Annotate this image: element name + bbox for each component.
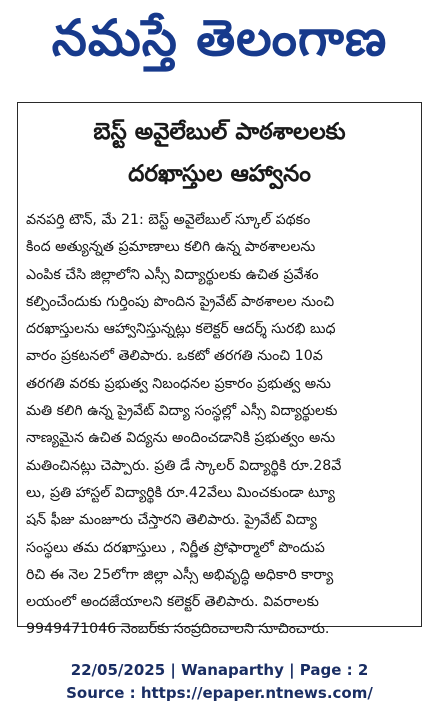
article-body — [26, 207, 415, 644]
article-line: దరఖాస్తులను ఆహ్వానిస్తున్నట్లు కలెక్టర్ ఆదర్శ్ సురభి బుధ — [26, 321, 336, 338]
footer-source-link[interactable]: Source : https://epaper.ntnews.com/ — [66, 684, 373, 702]
article-line: తరగతి వరకు ప్రభుత్వ నిబంధనల ప్రకారం ప్రభుత్వ అను — [26, 375, 331, 392]
article-line: వారం ప్రకటనలో తెలిపారు. ఒకటో తరగతి నుంచి 10వ — [26, 348, 323, 365]
article-line: మతి కలిగి ఉన్న ప్రైవేట్ విద్యా సంస్థల్లో ఎస్సీ విద్యార్థులకు — [26, 403, 338, 420]
headline-line-2: దరఖాస్తుల ఆహ్వానం — [128, 161, 311, 187]
article-line: సంస్థలు తమ దరఖాస్తులు , నిర్ణీత ప్రోఫార్మాలో పొందుప — [26, 539, 325, 556]
article-line: షన్ ఫీజు మంజూరు చేస్తారని తెలిపారు. ప్రైవేట్ విద్యా — [26, 512, 318, 529]
article-line: నాణ్యమైన ఉచిత విద్యను అందించడానికి ప్రభుత్వం అను — [26, 430, 336, 447]
article-line: ఎంపిక చేసి జిల్లాలోని ఎస్సీ విద్యార్థులకు ఉచిత ప్రవేశం — [26, 266, 319, 283]
article-line: కల్పించేందుకు గుర్తింపు పొందిన ప్రైవేట్ పాఠశాలల నుంచి — [26, 293, 335, 310]
article-line: లు, ప్రతి హాస్టల్ విద్యార్థికి రూ.42వేలు మించకుండా ట్యూ — [26, 484, 335, 501]
article-line: కింద అత్యున్నత ప్రమాణాలు కలిగి ఉన్న పాఠశాలలను — [26, 239, 316, 256]
article-line: మతించినట్లు చెప్పారు. ప్రతి డే స్కాలర్ విద్యార్థికి రూ.28వే — [26, 457, 342, 474]
article-line: లయంలో అందజేయాలని కలెక్టర్ తెలిపారు. వివరాలకు — [26, 594, 319, 611]
headline-line-1: బెస్ట్ అవైలేబుల్ పాఠశాలలకు — [93, 119, 346, 145]
newspaper-masthead — [8, 4, 431, 84]
article-line: వనపర్తి టౌన్, మే 21: బెస్ట్ అవైలేబుల్ స్కూల్ పథకం — [26, 212, 311, 228]
article-clipping — [17, 102, 422, 638]
masthead-logo-text: నమస్తే తెలంగాణ — [51, 8, 388, 67]
footer-date-edition-page: 22/05/2025 | Wanaparthy | Page : 2 — [70, 661, 369, 679]
article-line: 9949471046 నెంబర్‌కు సంప్రదించాలని సూచించారు. — [26, 621, 330, 638]
article-line: రిచి ఈ నెల 25లోగా జిల్లా ఎస్సీ అభివృద్ధి అధికారి కార్యా — [26, 566, 334, 583]
